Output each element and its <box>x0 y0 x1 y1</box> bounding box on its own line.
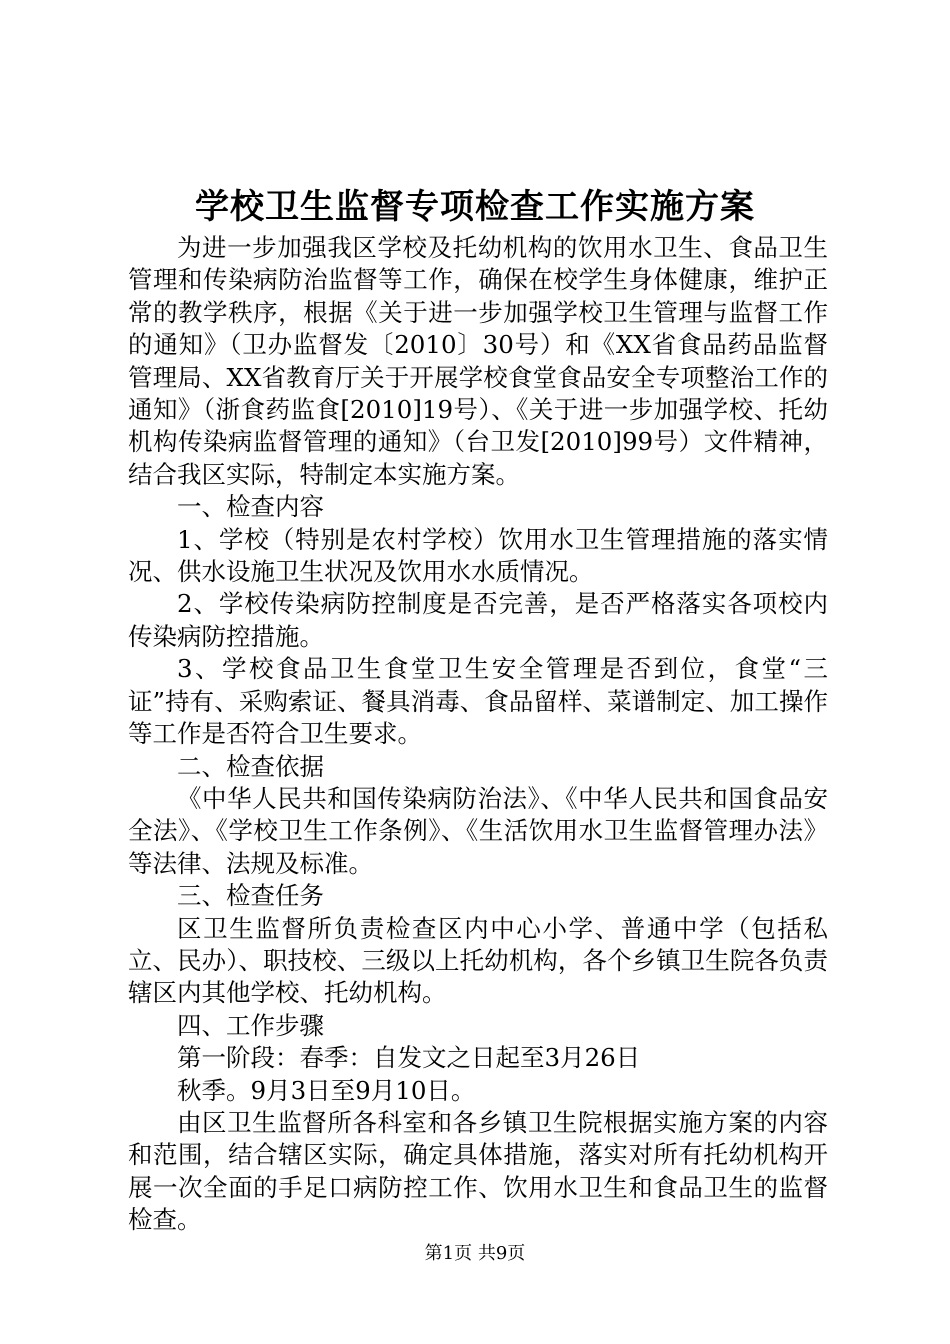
document-title: 学校卫生监督专项检查工作实施方案 <box>195 187 755 227</box>
inspection-item-water: 1、学校（特别是农村学校）饮用水卫生管理措施的落实情况、供水设施卫生状况及饮用水水质情况。 <box>128 524 828 587</box>
work-steps-paragraph: 由区卫生监督所各科室和各乡镇卫生院根据实施方案的内容和范围，结合辖区实际，确定具体措施，落实对所有托幼机构开展一次全面的手足口病防控工作、饮用水卫生和食品卫生的监督检查。 <box>128 1107 828 1235</box>
section-heading-inspection-basis: 二、检查依据 <box>177 751 324 781</box>
page-number-footer: 第1页 共9页 <box>424 1243 526 1264</box>
inspection-item-food: 3、学校食品卫生食堂卫生安全管理是否到位，食堂“三证”持有、采购索证、餐具消毒、食品留样、菜谱制定、加工操作等工作是否符合卫生要求。 <box>128 654 828 749</box>
intro-paragraph: 为进一步加强我区学校及托幼机构的饮用水卫生、食品卫生管理和传染病防治监督等工作，确保在校学生身体健康，维护正常的教学秩序，根据《关于进一步加强学校卫生管理与监督工作的通知》（卫办监督发〔2010〕30号）和《XX省食品药品监督管理局、XX省教育厅关于开展学校食堂食品安全专项整治工作的通知》（浙食药监食[2010]19号）、《关于进一步加强学校、托幼机构传染病监督管理的通知》（台卫发[2010]99号）文件精神，结合我区实际，特制定本实施方案。 <box>128 233 828 489</box>
inspection-basis-paragraph: 《中华人民共和国传染病防治法》、《中华人民共和国食品安全法》、《学校卫生工作条例》、《生活饮用水卫生监督管理办法》等法律、法规及标准。 <box>128 783 828 878</box>
inspection-item-disease: 2、学校传染病防控制度是否完善，是否严格落实各项校内传染病防控措施。 <box>128 589 828 651</box>
work-stage-autumn: 秋季。9月3日至9月10日。 <box>177 1075 476 1105</box>
section-heading-inspection-tasks: 三、检查任务 <box>177 881 324 911</box>
work-stage-one: 第一阶段：春季：自发文之日起至3月26日 <box>177 1043 641 1073</box>
document-body <box>128 232 828 1237</box>
section-heading-inspection-content: 一、检查内容 <box>177 492 324 522</box>
section-heading-work-steps: 四、工作步骤 <box>177 1010 324 1040</box>
inspection-tasks-paragraph: 区卫生监督所负责检查区内中心小学、普通中学（包括私立、民办）、职技校、三级以上托幼机构，各个乡镇卫生院各负责辖区内其他学校、托幼机构。 <box>128 913 828 1008</box>
